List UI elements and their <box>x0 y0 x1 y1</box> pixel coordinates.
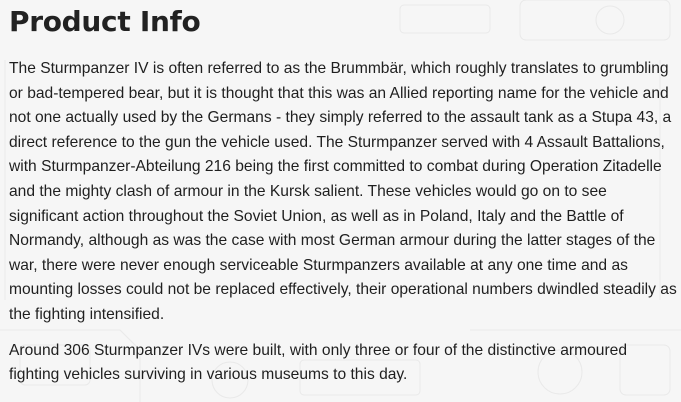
description-paragraph: The Sturmpanzer IV is often referred to as the Brummbär, which roughly translates to grumbling or bad-tempered bear, but it is thought that this was an Allied reporting name for the vehicle and not one actually used by the Germans - they simply referred to the assault tank as a Stupa 43, a direct reference to the gun the vehicle used. The Sturmpanzer served with 4 Assault Battalions, with Sturmpanzer-Abteilung 216 being the first committed to combat during Operation Zitadelle and the mighty clash of armour in the Kursk salient. These vehicles would go on to see significant action throughout the Soviet Union, as well as in Poland, Italy and the Battle of Normandy, although as was the case with most German armour during the latter stages of the war, there were never enough serviceable Sturmpanzers available at any one time and as mounting losses could not be replaced effectively, their operational numbers dwindled steadily as the fighting intensified. <box>9 60 677 323</box>
description-paragraph: Around 306 Sturmpanzer IVs were built, with only three or four of the distinctive armoured fighting vehicles surviving in various museums to this day. <box>9 341 627 384</box>
page-title: Product Info <box>9 5 201 38</box>
product-info-section <box>9 0 677 388</box>
